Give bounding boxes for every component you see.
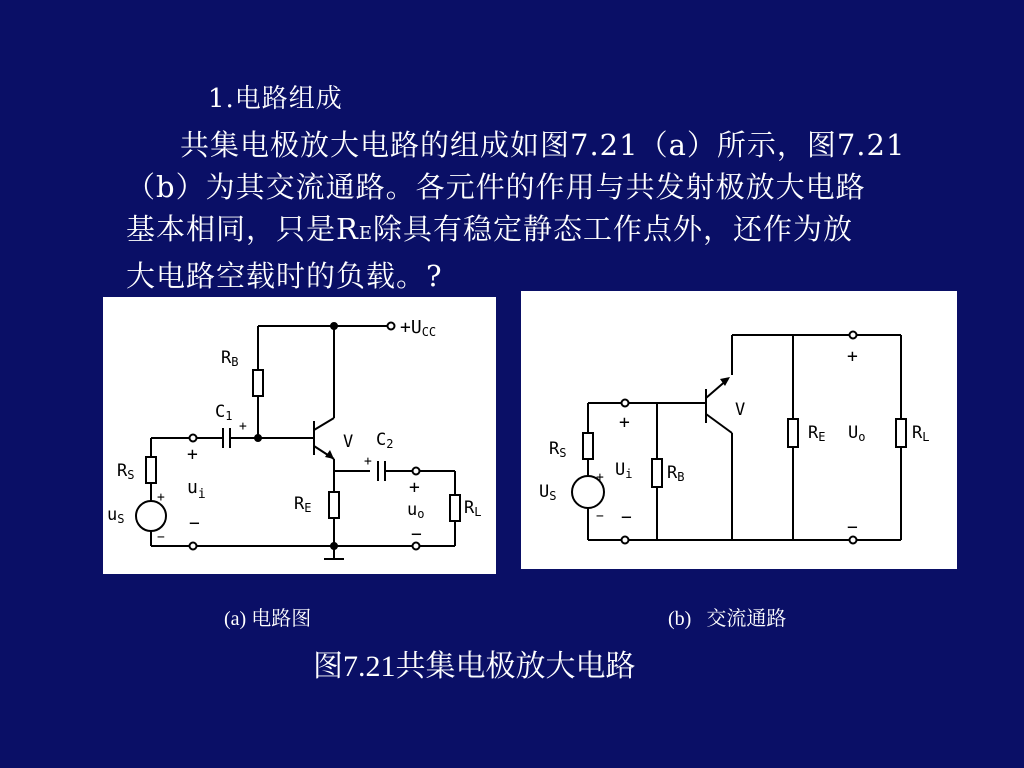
c1-plus: +	[239, 419, 247, 434]
section-heading: 1.电路组成	[208, 84, 343, 114]
uo-plus: +	[409, 477, 420, 498]
transistor-label-b: V	[735, 400, 746, 420]
uo-minus-b: −	[847, 517, 858, 538]
ui-minus-b: −	[621, 507, 632, 528]
source-minus-a: −	[157, 530, 165, 545]
caption-a: (a) 电路图	[224, 608, 312, 630]
c2-plus: +	[364, 454, 372, 469]
uo-minus: −	[411, 524, 422, 545]
transistor-label-a: V	[343, 432, 354, 452]
rb-label-b: RB	[667, 463, 685, 484]
ui-plus: +	[187, 444, 198, 465]
ui-minus: −	[189, 513, 200, 534]
uo-label-b: Uo	[848, 423, 866, 444]
rl-label-b: RL	[912, 423, 930, 444]
ui-label: $u_i$	[187, 477, 206, 502]
us-label-a: uS	[107, 505, 125, 526]
figure-title: 图7.21共集电极放大电路	[313, 650, 636, 683]
paragraph-line-4: 大电路空载时的负载。?	[126, 259, 443, 293]
ui-label-b: Ui	[615, 460, 633, 481]
caption-b: (b) 交流通路	[668, 608, 787, 630]
c1-label: C1	[215, 402, 233, 423]
us-label-b: US	[539, 482, 557, 503]
rs-label-b: RS	[549, 439, 567, 460]
rl-label-a: RL	[464, 498, 482, 519]
paragraph-line-2: （b）为其交流通路。各元件的作用与共发射极放大电路	[126, 170, 866, 204]
rs-label-a: RS	[117, 461, 135, 482]
circuit-diagram-b	[521, 291, 957, 569]
c2-label: C2	[376, 430, 394, 451]
rb-label: RB	[221, 348, 239, 369]
source-plus-b: +	[596, 470, 604, 485]
circuit-diagram-a	[103, 297, 496, 574]
circuit-b-svg	[521, 291, 957, 569]
uo-label-a: uo	[407, 500, 425, 521]
uo-plus-b: +	[847, 346, 858, 367]
body-paragraph	[126, 124, 976, 297]
paragraph-line-3	[126, 208, 976, 255]
paragraph-line-1: 共集电极放大电路的组成如图7.21（a）所示，图7.21	[180, 128, 906, 162]
paragraph-line-3-sub: E	[358, 223, 373, 244]
supply-label: +UCC	[400, 317, 437, 339]
ui-plus-b: +	[619, 412, 630, 433]
paragraph-line-3-post: 除具有稳定静态工作点外，还作为放	[372, 212, 853, 246]
source-minus-b: −	[596, 509, 604, 524]
re-label-b: RE	[808, 423, 826, 444]
paragraph-line-3-pre: 基本相同，只是R	[126, 212, 359, 246]
circuit-a-svg	[103, 297, 496, 574]
re-label-a: RE	[294, 494, 312, 515]
source-plus-a: +	[157, 490, 165, 505]
